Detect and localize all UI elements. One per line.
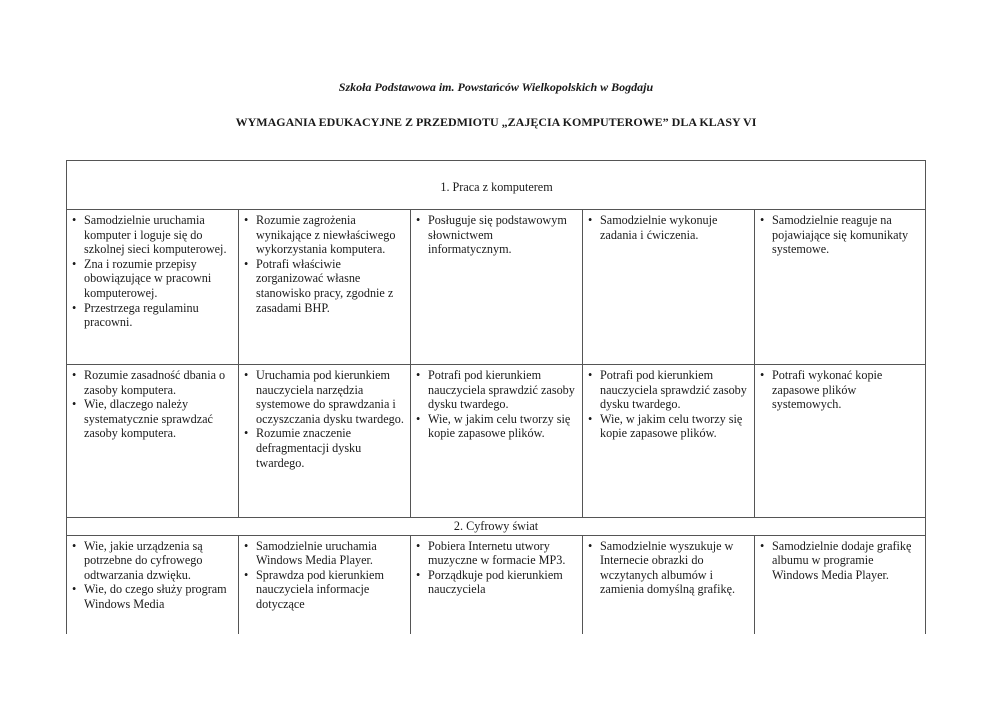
- requirement-item: • Pobiera Internetu utwory muzyczne w formacie MP3.: [415, 539, 579, 568]
- requirement-item: • Potrafi wykonać kopie zapasowe plików systemowych.: [759, 368, 922, 412]
- requirement-item: • Wie, w jakim celu tworzy się kopie zapasowe plików.: [415, 412, 579, 441]
- requirement-list: [243, 368, 407, 470]
- requirement-list: [759, 368, 922, 412]
- requirements-row: [67, 210, 926, 365]
- requirements-row: [67, 365, 926, 518]
- page-bottom-margin: [0, 634, 992, 701]
- requirement-list: [759, 213, 922, 257]
- requirement-cell: [583, 210, 755, 365]
- requirement-list: [415, 539, 579, 597]
- requirement-cell: [67, 210, 239, 365]
- requirement-item: • Przestrzega regulaminu pracowni.: [71, 301, 235, 330]
- requirement-list: [243, 539, 407, 612]
- requirement-item: • Samodzielnie wyszukuje w Internecie obrazki do wczytanych albumów i zamienia domyślną grafikę.: [587, 539, 751, 597]
- requirements-table: [66, 160, 926, 652]
- requirement-list: [759, 539, 922, 583]
- requirement-list: [243, 213, 407, 315]
- requirement-list: [587, 368, 751, 441]
- requirement-item: • Rozumie znaczenie defragmentacji dysku twardego.: [243, 426, 407, 470]
- requirement-cell: [755, 210, 926, 365]
- requirement-item: • Potrafi pod kierunkiem nauczyciela sprawdzić zasoby dysku twardego.: [415, 368, 579, 412]
- requirement-item: • Posługuje się podstawowym słownictwem informatycznym.: [415, 213, 579, 257]
- requirement-item: • Samodzielnie reaguje na pojawiające się komunikaty systemowe.: [759, 213, 922, 257]
- requirement-item: • Potrafi właściwie zorganizować własne stanowisko pracy, zgodnie z zasadami BHP.: [243, 257, 407, 315]
- requirement-cell: [239, 210, 411, 365]
- requirement-item: • Samodzielnie uruchamia komputer i loguje się do szkolnej sieci komputerowej.: [71, 213, 235, 257]
- requirement-item: • Rozumie zasadność dbania o zasoby komputera.: [71, 368, 235, 397]
- requirement-item: • Samodzielnie uruchamia Windows Media Player.: [243, 539, 407, 568]
- requirement-item: • Wie, w jakim celu tworzy się kopie zapasowe plików.: [587, 412, 751, 441]
- requirement-cell: [67, 365, 239, 518]
- requirement-list: [71, 539, 235, 612]
- requirement-item: • Samodzielnie dodaje grafikę albumu w programie Windows Media Player.: [759, 539, 922, 583]
- requirement-item: • Wie, jakie urządzenia są potrzebne do cyfrowego odtwarzania dzwięku.: [71, 539, 235, 583]
- requirement-list: [71, 213, 235, 330]
- requirement-item: • Potrafi pod kierunkiem nauczyciela sprawdzić zasoby dysku twardego.: [587, 368, 751, 412]
- requirement-cell: [411, 365, 583, 518]
- requirement-item: • Zna i rozumie przepisy obowiązujące w pracowni komputerowej.: [71, 257, 235, 301]
- document-title: WYMAGANIA EDUKACYJNE Z PRZEDMIOTU „ZAJĘCIA KOMPUTEROWE” DLA KLASY VI: [235, 115, 757, 129]
- requirement-cell: [411, 210, 583, 365]
- requirement-cell: [239, 365, 411, 518]
- requirement-item: • Porządkuje pod kierunkiem nauczyciela: [415, 568, 579, 597]
- requirement-item: • Wie, dlaczego należy systematycznie sprawdzać zasoby komputera.: [71, 397, 235, 441]
- section-title: 2. Cyfrowy świat: [67, 518, 926, 536]
- requirement-item: • Sprawdza pod kierunkiem nauczyciela informacje dotyczące: [243, 568, 407, 612]
- requirement-cell: [755, 365, 926, 518]
- requirement-item: • Rozumie zagrożenia wynikające z niewłaściwego wykorzystania komputera.: [243, 213, 407, 257]
- requirement-list: [71, 368, 235, 441]
- school-name: Szkoła Podstawowa im. Powstańców Wielkopolskich w Bogdaju: [338, 80, 654, 94]
- section-header-row: [67, 161, 926, 210]
- requirement-item: • Samodzielnie wykonuje zadania i ćwiczenia.: [587, 213, 751, 242]
- requirement-cell: [583, 365, 755, 518]
- section-header-row: [67, 518, 926, 536]
- requirement-item: • Uruchamia pod kierunkiem nauczyciela narzędzia systemowe do sprawdzania i oczyszczania dysku twardego.: [243, 368, 407, 426]
- requirement-item: • Wie, do czego służy program Windows Media: [71, 582, 235, 611]
- requirement-list: [587, 213, 751, 242]
- section-title: 1. Praca z komputerem: [67, 161, 926, 210]
- requirement-list: [415, 213, 579, 257]
- requirement-list: [587, 539, 751, 597]
- requirement-list: [415, 368, 579, 441]
